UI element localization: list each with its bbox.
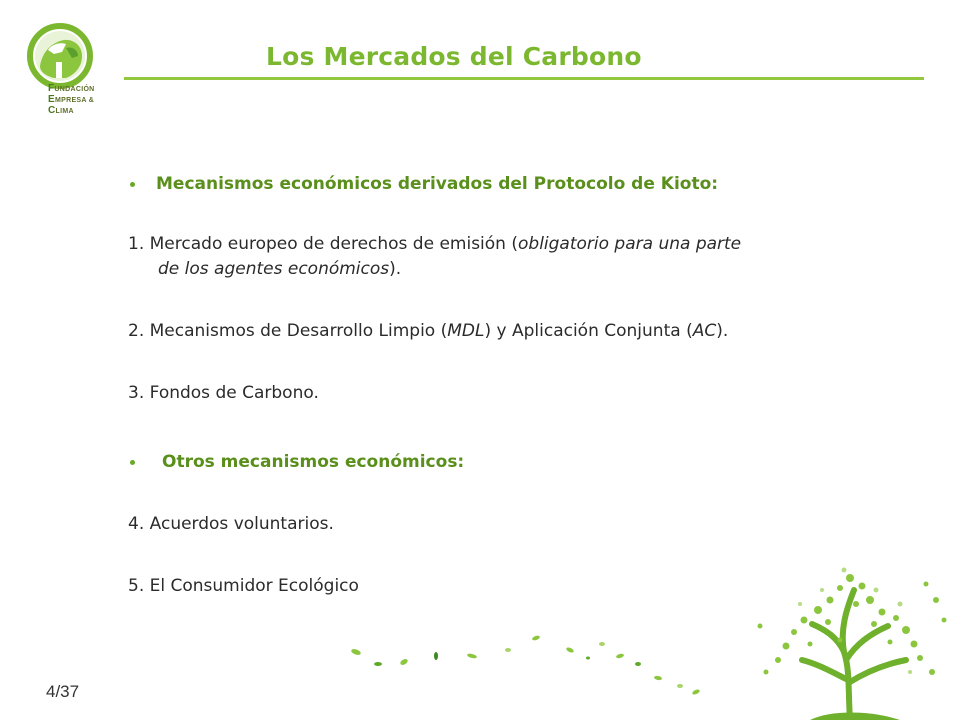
list-item-3 (128, 381, 319, 406)
kioto-heading: Mecanismos económicos derivados del Protocolo de Kioto: (156, 174, 719, 194)
item-italic: de los agentes económicos (158, 259, 390, 279)
list-item-2 (128, 319, 728, 344)
item-number: 2. (128, 321, 145, 341)
item-number: 3. (128, 383, 145, 403)
list-item-4 (128, 512, 334, 537)
item-text: Mecanismos de Desarrollo Limpio ( (149, 321, 448, 341)
item-italic: AC (692, 321, 717, 341)
item-italic: obligatorio para una parte (518, 234, 742, 254)
bullet-dot (130, 460, 135, 465)
list-item-5 (128, 574, 359, 599)
logo-letter-c: C (48, 105, 56, 116)
item-text: ) y Aplicación Conjunta ( (484, 321, 693, 341)
item-text: ). (389, 259, 402, 279)
logo-word-fundacion: UNDACIÓN (54, 86, 95, 93)
item-text: Mercado europeo de derechos de emisión ( (149, 234, 518, 254)
item-number: 1. (128, 234, 145, 254)
item-number: 4. (128, 514, 145, 534)
list-item-1 (128, 232, 741, 257)
otros-heading: Otros mecanismos económicos: (162, 452, 465, 472)
bullet-dot (130, 182, 135, 187)
item-number: 5. (128, 576, 145, 596)
item-text: ). (716, 321, 729, 341)
logo-letter-f: F (48, 83, 55, 94)
logo-word-clima: LIMA (55, 108, 74, 115)
page-number: 4/37 (46, 682, 80, 701)
item-italic: MDL (447, 321, 485, 341)
tree-icon (700, 560, 960, 720)
leaves-trail-icon (340, 620, 720, 720)
logo-letter-e: E (48, 94, 55, 105)
item-text: Fondos de Carbono. (149, 383, 319, 403)
logo-word-empresa: MPRESA & (54, 97, 95, 104)
item-text: El Consumidor Ecológico (149, 576, 359, 596)
list-item-1-continuation (158, 257, 401, 282)
item-text: Acuerdos voluntarios. (149, 514, 334, 534)
slide-title: Los Mercados del Carbono (266, 42, 642, 71)
